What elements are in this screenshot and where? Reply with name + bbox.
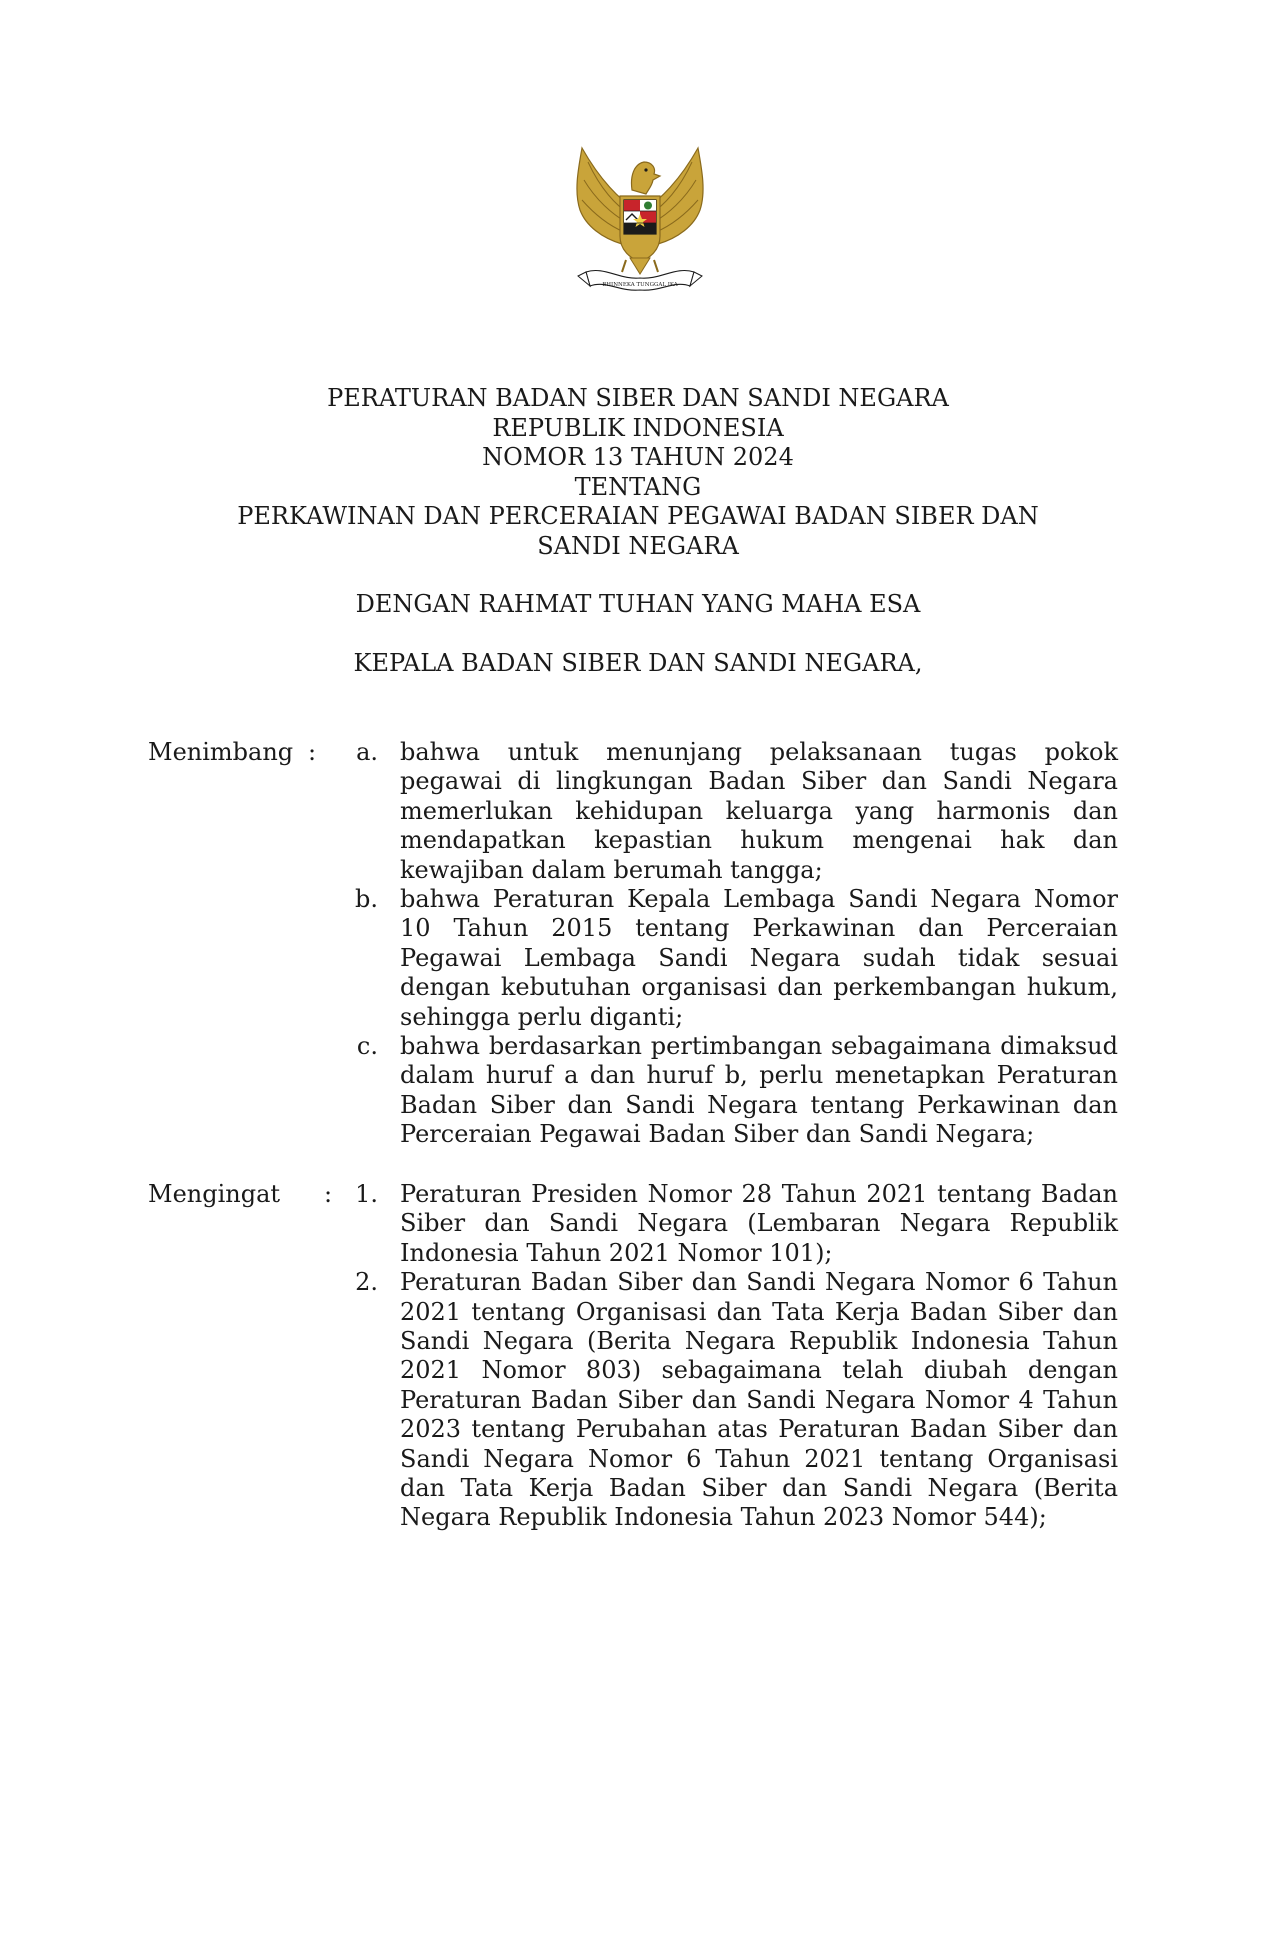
- issuer: KEPALA BADAN SIBER DAN SANDI NEGARA,: [353, 649, 923, 677]
- list-item: [0, 1032, 1276, 1150]
- title-line-5: PERKAWINAN DAN PERCERAIAN PEGAWAI BADAN SIBER DAN: [237, 502, 1039, 530]
- item-text: Peraturan Presiden Nomor 28 Tahun 2021 tentang Badan Siber dan Sandi Negara (Lembaran Negara Republik Indonesia Tahun 2021 Nomor 101);: [400, 1180, 1118, 1267]
- item-marker: 1.: [355, 1180, 378, 1208]
- invocation: DENGAN RAHMAT TUHAN YANG MAHA ESA: [355, 590, 921, 618]
- document-title: [0, 384, 1276, 561]
- mengingat-label: Mengingat: [148, 1180, 281, 1208]
- list-item: [0, 885, 1276, 1032]
- item-marker: b.: [355, 885, 378, 914]
- item-marker: a.: [356, 738, 378, 766]
- mengingat-section: [0, 1180, 1276, 1533]
- item-marker: c.: [356, 1032, 378, 1061]
- item-text: bahwa berdasarkan pertimbangan sebagaimana dimaksud dalam huruf a dan huruf b, perlu menetapkan Peraturan Badan Siber dan Sandi Negara tentang Perkawinan dan Perceraian Pegawai Badan Siber dan Sandi Negara;: [400, 1032, 1118, 1149]
- menimbang-section: [0, 738, 1276, 1150]
- list-item: [0, 1180, 1276, 1268]
- item-marker: 2.: [355, 1268, 378, 1297]
- emblem-motto: BHINNEKA TUNGGAL IKA: [602, 282, 678, 288]
- item-text: Peraturan Badan Siber dan Sandi Negara Nomor 6 Tahun 2021 tentang Organisasi dan Tata Kerja Badan Siber dan Sandi Negara (Berita Negara Republik Indonesia Tahun 2021 Nomor 803) sebagaimana telah diubah dengan Peraturan Badan Siber dan Sandi Negara Nomor 4 Tahun 2023 tentang Perubahan atas Peraturan Badan Siber dan Sandi Negara Nomor 6 Tahun 2021 tentang Organisasi dan Tata Kerja Badan Siber dan Sandi Negara (Berita Negara Republik Indonesia Tahun 2023 Nomor 544);: [400, 1268, 1118, 1532]
- menimbang-label: Menimbang: [148, 738, 294, 766]
- garuda-pancasila-emblem: [560, 140, 720, 300]
- menimbang-colon: :: [308, 738, 317, 766]
- item-text: bahwa untuk menunjang pelaksanaan tugas pokok pegawai di lingkungan Badan Siber dan Sandi Negara memerlukan kehidupan keluarga yang harmonis dan mendapatkan kepastian hukum mengenai hak dan kewajiban dalam berumah tangga;: [400, 738, 1118, 884]
- item-text: bahwa Peraturan Kepala Lembaga Sandi Negara Nomor 10 Tahun 2015 tentang Perkawinan dan Perceraian Pegawai Lembaga Sandi Negara sudah tidak sesuai dengan kebutuhan organisasi dan perkembangan hukum, sehingga perlu diganti;: [400, 885, 1118, 1031]
- mengingat-colon: :: [324, 1180, 333, 1208]
- list-item: [0, 738, 1276, 885]
- title-line-3: NOMOR 13 TAHUN 2024: [482, 443, 794, 471]
- title-line-6: SANDI NEGARA: [537, 531, 739, 560]
- list-item: [0, 1268, 1276, 1533]
- title-line-4: TENTANG: [574, 472, 702, 501]
- title-line-2: REPUBLIK INDONESIA: [492, 413, 784, 442]
- title-line-1: PERATURAN BADAN SIBER DAN SANDI NEGARA: [327, 384, 949, 412]
